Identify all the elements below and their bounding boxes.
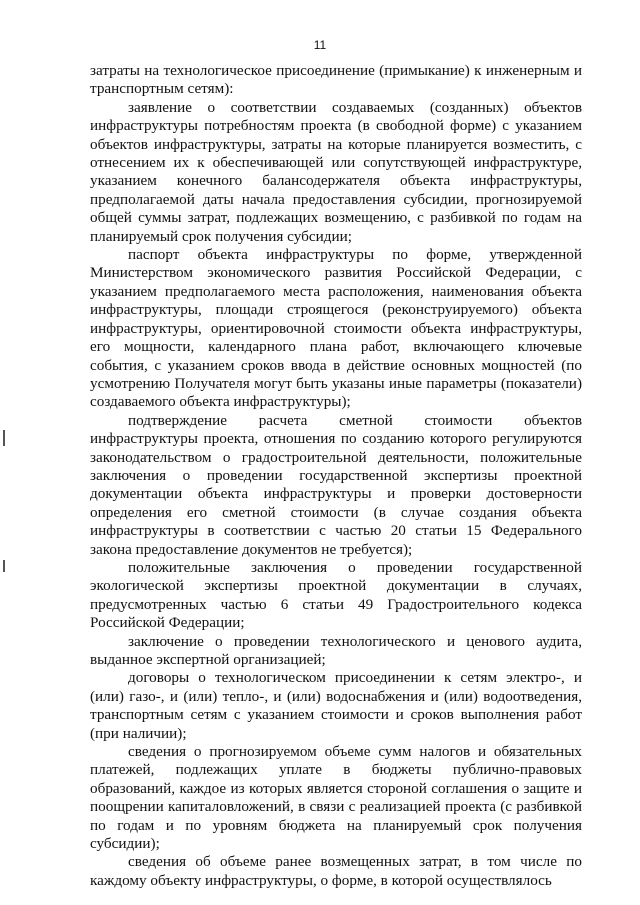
scan-edge-mark [3, 430, 5, 446]
paragraph: договоры о технологическом присоединении к сетям электро-, и (или) газо-, и (или) тепло-, и (или) водоснабжения и (или) водоотведения, транспортным сетям с указанием стоимости и сроков выполнения работ (при наличии); [90, 669, 582, 742]
paragraph: подтверждение расчета сметной стоимости объектов инфраструктуры проекта, отношения по созданию которого регулируются законодательством о градостроительной деятельности, положительные заключения о проведении государственной экспертизы проектной документации объекта инфраструктуры и проверки достоверности определения его сметной стоимости (в случае создания объекта инфраструктуры в соответствии с частью 20 статьи 15 Федерального закона предоставление документов не требуется); [90, 411, 582, 558]
paragraph: сведения о прогнозируемом объеме сумм налогов и обязательных платежей, подлежащих уплате в бюджеты публично-правовых образований, каждое из которых является стороной соглашения о защите и поощрении капиталовложений, в связи с реализацией проекта (с разбивкой по годам и по уровням бюджета на планируемый срок получения субсидии); [90, 743, 582, 853]
document-body [90, 62, 582, 890]
scan-edge-mark [3, 560, 5, 572]
page-number: 11 [313, 38, 327, 52]
paragraph: заявление о соответствии создаваемых (созданных) объектов инфраструктуры потребностям проекта (в свободной форме) с указанием объектов инфраструктуры, затраты на которые планируется возместить, с отнесением их к обеспечивающей или сопутствующей инфраструктуре, указанием конечного балансодержателя объекта инфраструктуры, предполагаемой даты начала предоставления субсидии, прогнозируемой общей суммы затрат, подлежащих возмещению, с разбивкой по годам на планируемый срок получения субсидии; [90, 98, 582, 245]
paragraph: заключение о проведении технологического и ценового аудита, выданное экспертной организацией; [90, 632, 582, 668]
paragraph: паспорт объекта инфраструктуры по форме, утвержденной Министерством экономического развития Российской Федерации, с указанием предполагаемого места расположения, наименования объекта инфраструктуры, площади строящегося (реконструируемого) объекта инфраструктуры, ориентировочной стоимости объекта инфраструктуры, его мощности, календарного плана работ, включающего ключевые события, с указанием сроков ввода в действие основных мощностей (по усмотрению Получателя могут быть указаны иные параметры (показатели) создаваемого объекта инфраструктуры); [90, 246, 582, 411]
paragraph: положительные заключения о проведении государственной экологической экспертизы проектной документации в случаях, предусмотренных частью 6 статьи 49 Градостроительного кодекса Российской Федерации; [90, 558, 582, 632]
paragraph: сведения об объеме ранее возмещенных затрат, в том числе по каждому объекту инфраструктуры, о форме, в которой осуществлялось [90, 853, 582, 889]
paragraph: затраты на технологическое присоединение (примыкание) к инженерным и транспортным сетям): [90, 62, 582, 98]
